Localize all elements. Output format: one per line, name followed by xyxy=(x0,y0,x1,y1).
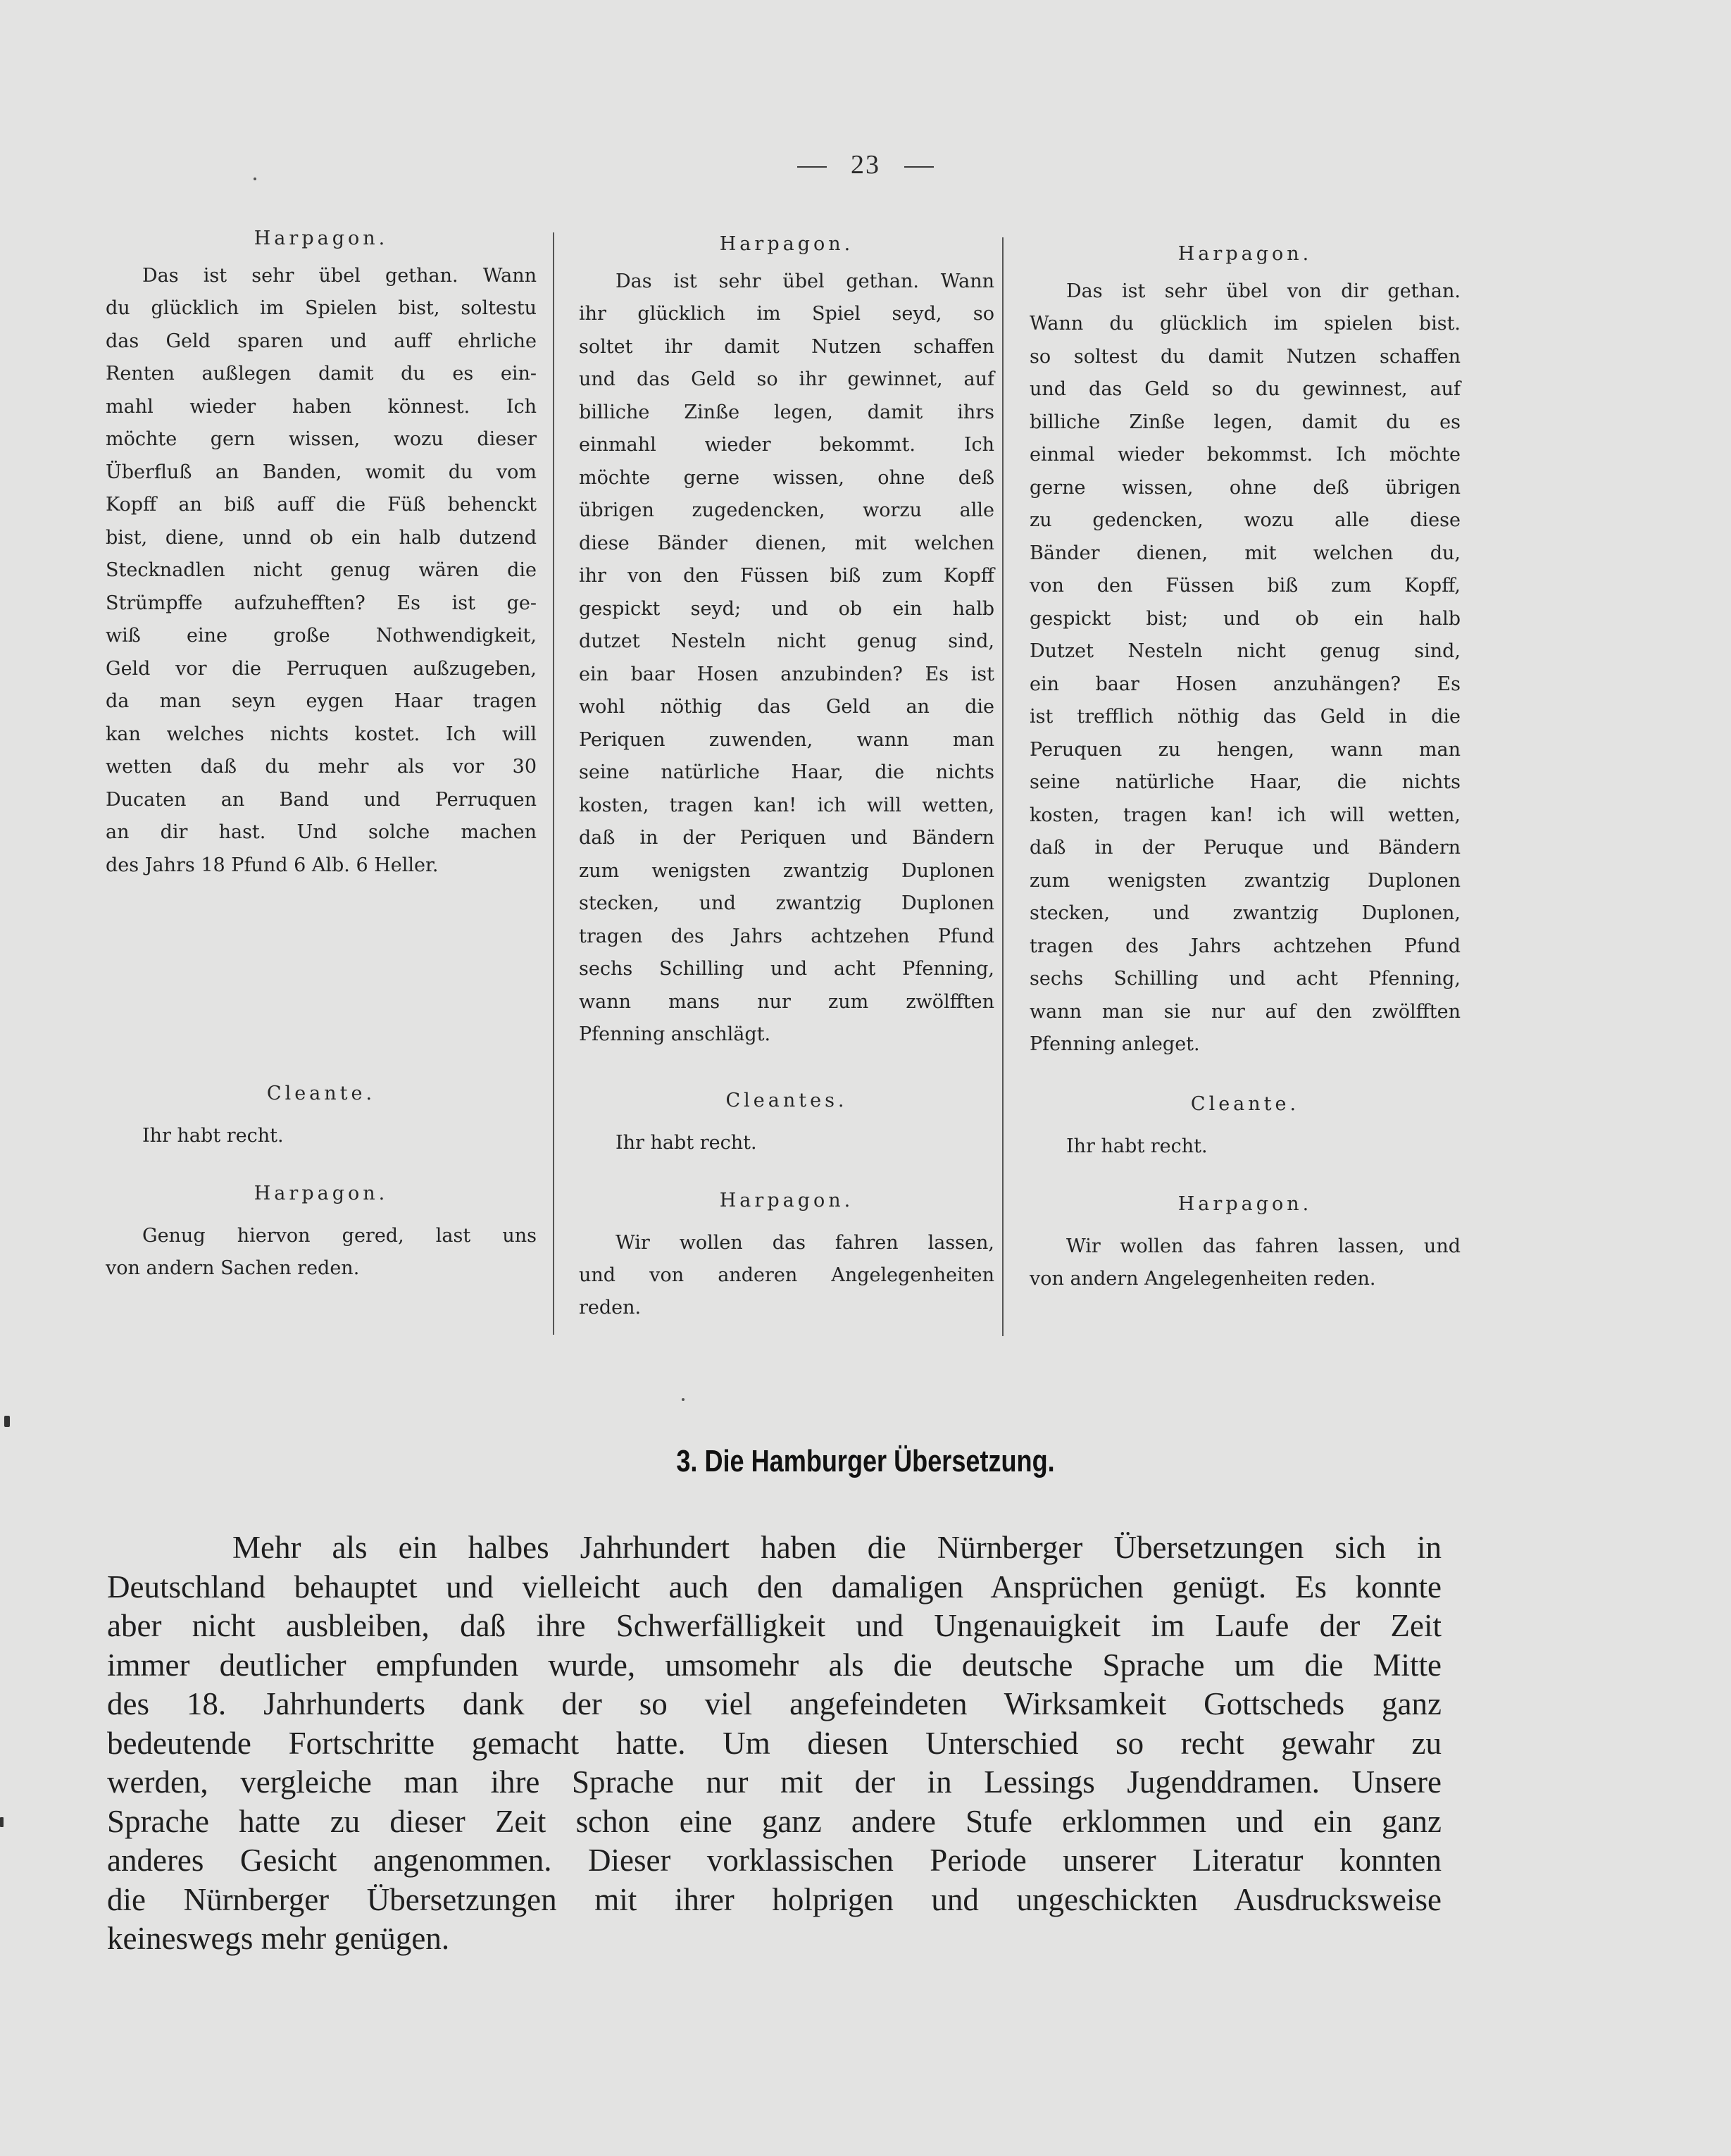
text-line: seine natürliche Haar, die nichts xyxy=(579,761,994,783)
text-line: ein baar Hosen anzuhängen? Es xyxy=(1030,673,1461,695)
text-line: wohl nöthig das Geld an die xyxy=(579,696,994,718)
text-line: wiß eine große Nothwendigkeit, xyxy=(106,625,537,647)
text-line: Mehr als ein halbes Jahrhundert haben die Nürnberger Übersetzungen sich in xyxy=(232,1530,1442,1565)
text-line: so soltest du damit Nutzen schaffen xyxy=(1030,345,1461,368)
text-line: bist, diene, unnd ob ein halb dutzend xyxy=(106,526,537,549)
speech-text xyxy=(106,1120,537,1152)
text-line: seine natürliche Haar, die nichts xyxy=(1030,771,1461,793)
text-line: von andern Angelegenheiten reden. xyxy=(1030,1268,1376,1290)
text-line: die Nürnberger Übersetzungen mit ihrer holprigen und ungeschickten Ausdrucksweise xyxy=(107,1881,1442,1917)
scan-mark xyxy=(4,1416,10,1427)
text-line: werden, vergleiche man ihre Sprache nur mit der in Lessings Jugenddramen. Unsere xyxy=(107,1764,1442,1800)
text-line: diese Bänder dienen, mit welchen xyxy=(579,532,994,554)
text-line: Ihr habt recht. xyxy=(1066,1135,1208,1157)
speech-text xyxy=(1030,275,1461,1061)
page-number-value: 23 xyxy=(851,150,880,180)
text-line: tragen des Jahrs achtzehen Pfund xyxy=(1030,935,1461,957)
translation-column-2 xyxy=(579,228,994,1052)
text-line: des Jahrs 18 Pfund 6 Alb. 6 Heller. xyxy=(106,854,439,876)
text-line: des 18. Jahrhunderts dank der so viel angefeindeten Wirksamkeit Gottscheds ganz xyxy=(107,1686,1442,1721)
speech-text xyxy=(1030,1230,1461,1295)
text-line: tragen des Jahrs achtzehen Pfund xyxy=(579,925,994,947)
text-line: kosten, tragen kan! ich will wetten, xyxy=(579,794,994,816)
section-paragraph xyxy=(107,1528,1442,1959)
text-line: Pfenning anschlägt. xyxy=(579,1023,771,1045)
text-line: Periquen zuwenden, wann man xyxy=(579,728,994,751)
text-line: ihr von den Füssen biß zum Kopff xyxy=(579,565,994,587)
text-line: sechs Schilling und acht Pfenning, xyxy=(579,958,994,980)
dialogue-continuation-1 xyxy=(106,1078,537,1285)
text-line: Genug hiervon gered, last uns xyxy=(142,1225,537,1247)
text-line: kan welches nichts kostet. Ich will xyxy=(106,723,537,745)
speaker-name: Cleante. xyxy=(266,1083,376,1104)
text-line: zum wenigsten zwantzig Duplonen xyxy=(579,859,994,882)
text-line: soltet ihr damit Nutzen schaffen xyxy=(579,335,994,358)
translation-column-1 xyxy=(106,223,537,882)
scan-speck xyxy=(682,1398,685,1401)
dialogue-continuation-2 xyxy=(579,1085,994,1324)
text-line: wann man sie nur auf den zwölfften xyxy=(1030,1000,1461,1023)
text-line: ist trefflich nöthig das Geld in die xyxy=(1030,706,1461,728)
speech-text xyxy=(106,260,537,883)
text-line: und das Geld so ihr gewinnet, auf xyxy=(579,368,994,390)
text-line: ihr glücklich im Spiel seyd, so xyxy=(579,303,994,325)
text-line: Peruquen zu hengen, wann man xyxy=(1030,738,1461,761)
text-line: da man seyn eygen Haar tragen xyxy=(106,690,537,712)
text-line: einmal wieder bekommst. Ich möchte xyxy=(1030,444,1461,466)
text-line: aber nicht ausbleiben, daß ihre Schwerfälligkeit und Ungenauigkeit im Laufe der Zeit xyxy=(107,1608,1442,1643)
text-line: keineswegs mehr genügen. xyxy=(107,1921,450,1956)
text-line: zu gedencken, wozu alle diese xyxy=(1030,509,1461,531)
text-line: zum wenigsten zwantzig Duplonen xyxy=(1030,869,1461,892)
text-line: und von anderen Angelegenheiten xyxy=(579,1264,994,1286)
text-line: einmahl wieder bekommt. Ich xyxy=(579,434,994,456)
speaker-name: Cleante. xyxy=(1190,1093,1300,1115)
text-line: anderes Gesicht angenommen. Dieser vorklassischen Periode unserer Literatur konnten xyxy=(107,1843,1442,1878)
text-line: möchte gern wissen, wozu dieser xyxy=(106,428,537,450)
text-line: von andern Sachen reden. xyxy=(106,1257,360,1279)
text-line: übrigen zugedencken, worzu alle xyxy=(579,499,994,521)
text-line: billiche Zinße legen, damit ihrs xyxy=(579,401,994,423)
text-line: Stecknadlen nicht genug wären die xyxy=(106,559,537,581)
text-line: Kopff an biß auff die Füß behenckt xyxy=(106,494,537,516)
text-line: reden. xyxy=(579,1297,642,1319)
speaker-name: Harpagon. xyxy=(254,228,389,249)
text-line: billiche Zinße legen, damit du es xyxy=(1030,411,1461,433)
speech-text xyxy=(579,1127,994,1159)
text-line: Überfluß an Banden, womit du vom xyxy=(106,461,537,483)
text-line: Das ist sehr übel gethan. Wann xyxy=(142,264,537,287)
text-line: möchte gerne wissen, ohne deß xyxy=(579,466,994,489)
speaker-name: Harpagon. xyxy=(719,1190,854,1211)
text-line: Ihr habt recht. xyxy=(615,1132,757,1154)
text-line: gespickt seyd; und ob ein halb xyxy=(579,597,994,620)
text-line: an dir hast. Und solche machen xyxy=(106,821,537,843)
text-line: Renten außlegen damit du es ein- xyxy=(106,363,537,385)
text-line: kosten, tragen kan! ich will wetten, xyxy=(1030,804,1461,826)
text-line: gerne wissen, ohne deß übrigen xyxy=(1030,476,1461,499)
text-line: stecken, und zwantzig Duplonen xyxy=(579,892,994,914)
text-line: Bänder dienen, mit welchen du, xyxy=(1030,542,1461,564)
text-line: dutzet Nesteln nicht genug sind, xyxy=(579,630,994,652)
text-line: daß in der Periquen und Bändern xyxy=(579,827,994,849)
text-line: Deutschland behauptet und vielleicht auch den damaligen Ansprüchen genügt. Es konnte xyxy=(107,1569,1442,1604)
text-line: immer deutlicher empfunden wurde, umsomehr als die deutsche Sprache um die Mitte xyxy=(107,1647,1442,1683)
scan-mark xyxy=(0,1817,4,1827)
text-line: Dutzet Nesteln nicht genug sind, xyxy=(1030,640,1461,662)
text-line: Wann du glücklich im spielen bist. xyxy=(1030,313,1461,335)
text-line: Wir wollen das fahren lassen, und xyxy=(1066,1235,1461,1257)
page-number-dash-right xyxy=(904,166,934,168)
speech-text xyxy=(106,1220,537,1285)
speaker-name: Harpagon. xyxy=(254,1183,389,1204)
speaker-name: Harpagon. xyxy=(719,233,854,255)
dialogue-continuation-3 xyxy=(1030,1088,1461,1295)
text-line: du glücklich im Spielen bist, soltestu xyxy=(106,297,537,319)
speaker-name: Harpagon. xyxy=(1177,243,1313,265)
text-line: Ihr habt recht. xyxy=(142,1125,284,1147)
text-line: wetten daß du mehr als vor 30 xyxy=(106,756,537,778)
text-line: mahl wieder haben könnest. Ich xyxy=(106,395,537,418)
text-line: Sprache hatte zu dieser Zeit schon eine ganz andere Stufe erklommen und ein ganz xyxy=(107,1803,1442,1839)
scan-speck xyxy=(254,177,256,180)
column-divider xyxy=(1002,237,1004,1336)
column-divider xyxy=(553,232,554,1335)
text-line: ein baar Hosen anzubinden? Es ist xyxy=(579,663,994,685)
text-line: das Geld sparen und auff ehrliche xyxy=(106,330,537,352)
text-line: von den Füssen biß zum Kopff, xyxy=(1030,575,1461,597)
section-heading: 3. Die Hamburger Übersetzung. xyxy=(676,1444,1055,1478)
page-number-dash-left xyxy=(797,166,827,168)
speaker-name: Cleantes. xyxy=(725,1090,848,1111)
text-line: und das Geld so du gewinnest, auf xyxy=(1030,378,1461,400)
text-line: Das ist sehr übel von dir gethan. xyxy=(1066,280,1461,302)
text-line: Das ist sehr übel gethan. Wann xyxy=(615,270,994,292)
text-line: stecken, und zwantzig Duplonen, xyxy=(1030,902,1461,924)
text-line: daß in der Peruque und Bändern xyxy=(1030,837,1461,859)
text-line: Wir wollen das fahren lassen, xyxy=(615,1232,994,1254)
text-line: Pfenning anleget. xyxy=(1030,1033,1200,1055)
text-line: Ducaten an Band und Perruquen xyxy=(106,788,537,811)
text-line: sechs Schilling und acht Pfenning, xyxy=(1030,968,1461,990)
speech-text xyxy=(579,1227,994,1324)
text-line: wann mans nur zum zwölfften xyxy=(579,990,994,1013)
text-line: bedeutende Fortschritte gemacht hatte. Um diesen Unterschied so recht gewahr zu xyxy=(107,1725,1442,1761)
text-line: Strümpffe aufzuhefften? Es ist ge- xyxy=(106,592,537,614)
speaker-name: Harpagon. xyxy=(1177,1193,1313,1215)
speech-text xyxy=(579,266,994,1052)
speech-text xyxy=(1030,1130,1461,1163)
text-line: Geld vor die Perruquen außzugeben, xyxy=(106,657,537,680)
page-number xyxy=(0,149,1731,180)
translation-column-3 xyxy=(1030,238,1461,1061)
text-line: gespickt bist; und ob ein halb xyxy=(1030,607,1461,630)
